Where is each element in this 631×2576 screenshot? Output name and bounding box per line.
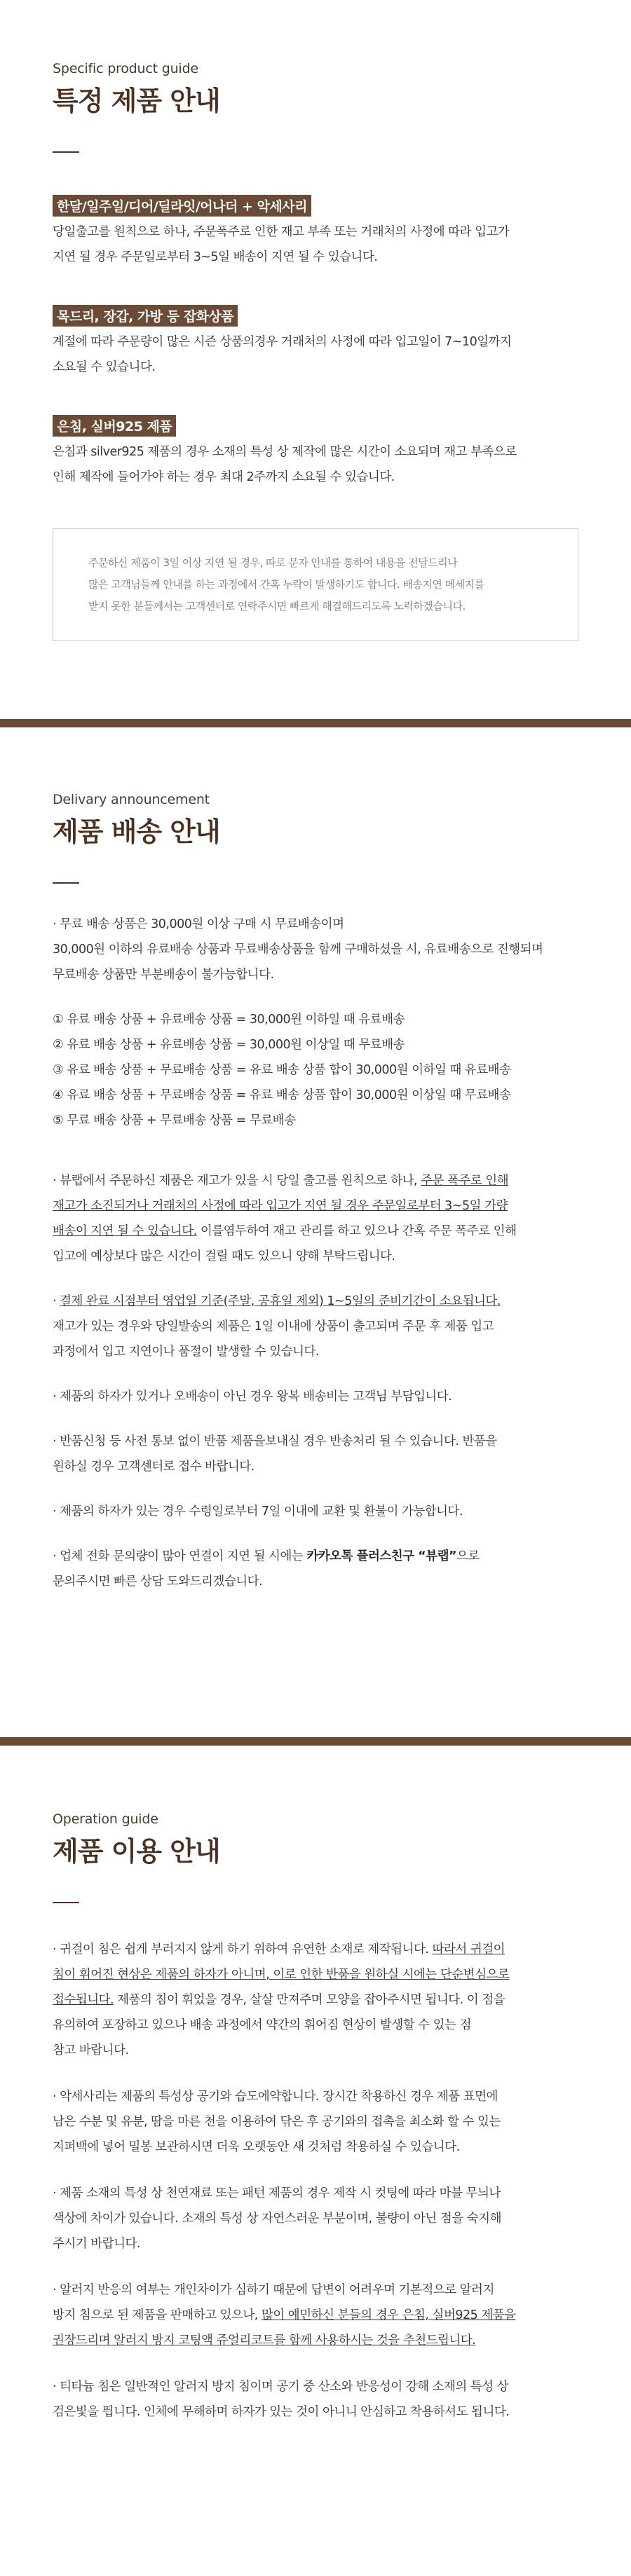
title-underline: [53, 151, 79, 153]
text-line: [53, 1544, 578, 1569]
shipping-paragraph: [53, 1384, 578, 1409]
shipping-cases-list: [53, 1007, 578, 1133]
text-line: 남은 수분 및 유분, 땀을 마른 천을 이용하여 닦은 후 공기와의 접촉을 최소화 할 수 있는: [53, 2115, 501, 2129]
text-line: · 제품의 하자가 있거나 오배송이 아닌 경우 왕복 배송비는 고객님 부담입니다.: [53, 1390, 452, 1404]
title-underline: [53, 882, 79, 884]
text-span: 제품의 침이 휘었을 경우, 살살 만져주며 모양을 잡아주시면 됩니다. 이 점을: [114, 1993, 506, 2007]
underlined-text: 침이 휘어진 현상은 제품의 하자가 아니며, 이로 인한 반품을 원하실 시에는 단순변심으로: [53, 1968, 510, 1982]
section-eyebrow: Specific product guide: [53, 61, 198, 76]
underlined-text: 결제 완료 시점부터 영업일 기준(주말, 공휴일 제외) 1~5일의 준비기간이 소요됩니다.: [60, 1294, 501, 1308]
usage-paragraph: [53, 2181, 578, 2256]
text-line: 소요될 수 있습니다.: [53, 360, 156, 374]
text-line: 지퍼백에 넣어 밀봉 보관하시면 더욱 오랫동안 새 것처럼 착용하실 수 있습니다.: [53, 2140, 460, 2154]
text-line: [53, 1219, 578, 1244]
text-line: · 알러지 반응의 여부는 개인차이가 심하기 때문에 답변이 어려우며 기본적으로 알러지: [53, 2283, 494, 2297]
text-line: 인해 제작에 들어가야 하는 경우 최대 2주까지 소요될 수 있습니다.: [53, 470, 395, 484]
text-line: · 악세사리는 제품의 특성상 공기와 습도에약합니다. 장시간 착용하신 경우 제품 표면에: [53, 2090, 498, 2104]
product-desc: [53, 329, 578, 380]
text-line: 은침과 silver925 제품의 경우 소재의 특성 상 제작에 많은 시간이 소요되며 재고 부족으로: [53, 445, 517, 459]
text-line: [53, 2303, 578, 2328]
product-desc: [53, 439, 578, 490]
text-line: 재고가 있는 경우와 당일발송의 제품은 1일 이내에 상품이 출고되며 주문 후 제품 입고: [53, 1320, 494, 1334]
text-line: 무료배송 상품만 부분배송이 불가능합니다.: [53, 968, 274, 982]
underlined-text: 배송이 지연 될 수 있습니다.: [53, 1224, 197, 1238]
specific-product-section: [0, 61, 631, 641]
list-item: ① 유료 배송 상품 + 유료배송 상품 = 30,000원 이하일 때 유료배송: [53, 1013, 405, 1027]
section-eyebrow: Delivary announcement: [53, 792, 210, 807]
free-shipping-intro: [53, 912, 578, 987]
list-item: ② 유료 배송 상품 + 유료배송 상품 = 30,000원 이상일 때 무료배송: [53, 1038, 405, 1052]
list-item: ③ 유료 배송 상품 + 무료배송 상품 = 유료 배송 상품 합이 30,000원 이하일 때 유료배송: [53, 1063, 511, 1077]
delay-notice-box: [53, 528, 578, 641]
underlined-text: 많이 예민하신 분들의 경우 은침, 실버925 제품을: [261, 2308, 516, 2322]
text-line: 30,000원 이하의 유료배송 상품과 무료배송상품을 함께 구매하셨을 시, 유료배송으로 진행되며: [53, 943, 543, 957]
product-desc: [53, 219, 578, 270]
section-title: 제품 배송 안내: [53, 816, 220, 847]
text-span: · 업체 전화 문의량이 많아 연결이 지연 될 시에는: [53, 1549, 307, 1563]
underlined-text: 따라서 귀걸이: [432, 1943, 506, 1957]
text-line: · 반품신청 등 사전 통보 없이 반품 제품을보내실 경우 반송처리 될 수 있습니다. 반품을: [53, 1434, 497, 1448]
underlined-text: 접수됩니다.: [53, 1993, 114, 2007]
text-line: [53, 1289, 578, 1314]
text-line: 많은 고객님들께 안내를 하는 과정에서 간혹 누락이 발생하기도 합니다. 배송지연 메세지를: [88, 578, 484, 591]
section-eyebrow: Operation guide: [53, 1811, 158, 1827]
text-line: 받지 못한 분들께서는 고객센터로 연락주시면 빠르게 해결해드리도록 노력하겠습니다.: [88, 600, 466, 612]
text-line: 지연 될 경우 주문일로부터 3~5일 배송이 지연 될 수 있습니다.: [53, 250, 378, 264]
text-line: 참고 바랍니다.: [53, 2043, 129, 2057]
section-title: 특정 제품 안내: [53, 85, 220, 116]
shipping-paragraph: [53, 1168, 578, 1269]
text-line: [53, 1987, 578, 2013]
text-line: · 무료 배송 상품은 30,000원 이상 구매 시 무료배송이며: [53, 917, 344, 931]
usage-paragraph: [53, 1937, 578, 2063]
list-item: ④ 유료 배송 상품 + 무료배송 상품 = 유료 배송 상품 합이 30,000원 이상일 때 무료배송: [53, 1088, 511, 1102]
title-underline: [53, 1902, 79, 1903]
usage-paragraph: [53, 2084, 578, 2160]
text-line: [53, 1937, 578, 1962]
underlined-text: 권장드리며 알러지 방지 코팅액 쥬얼리코트를 함께 사용하시는 것을 추천드립니다.: [53, 2334, 476, 2348]
text-line: 당일출고를 원칙으로 하나, 주문폭주로 인한 재고 부족 또는 거래처의 사정에 따라 입고가: [53, 225, 510, 239]
text-line: 입고에 예상보다 많은 시간이 걸릴 때도 있으니 양해 부탁드립니다.: [53, 1249, 395, 1263]
product-tag: 은침, 실버925 제품: [53, 415, 176, 437]
shipping-paragraph: [53, 1544, 578, 1594]
text-line: · 티타늄 침은 일반적인 알러지 방지 침이며 공기 중 산소와 반응성이 강해 소재의 특성 상: [53, 2380, 509, 2394]
text-line: 원하실 경우 고객센터로 접수 바랍니다.: [53, 1460, 255, 1474]
text-line: [53, 1168, 578, 1193]
product-tag: 한달/일주일/디어/딜라잇/어나더 + 악세사리: [53, 195, 311, 217]
product-block: [53, 305, 578, 380]
shipping-paragraph: [53, 1289, 578, 1364]
text-line: · 제품 소재의 특성 상 천연재료 또는 패턴 제품의 경우 제작 시 컷팅에 따라 마블 무늬나: [53, 2186, 501, 2200]
underlined-text: 주문 폭주로 인해: [421, 1174, 509, 1188]
usage-paragraph: [53, 2277, 578, 2353]
product-block: [53, 195, 578, 270]
text-line: 검은빛을 띕니다. 인체에 무해하며 하자가 있는 것이 아니니 안심하고 착용하셔도 됩니다.: [53, 2405, 510, 2419]
operation-section: [0, 1811, 631, 2425]
underlined-text: 재고가 소진되거나 거래처의 사정에 따라 입고가 지연 될 경우 주문일로부터 3~5일 가량: [53, 1199, 508, 1213]
text-line: 계절에 따라 주문량이 많은 시즌 상품의경우 거래처의 사정에 따라 입고일이 7~10일까지: [53, 335, 512, 349]
delivery-section: [0, 792, 631, 1594]
kakao-plus-friend-text: 카카오톡 플러스친구 “뷰랩”: [306, 1549, 456, 1563]
section-title: 제품 이용 안내: [53, 1836, 220, 1867]
text-span: · 뷰랩에서 주문하신 제품은 재고가 있을 시 당일 출고를 원칙으로 하나,: [53, 1174, 421, 1188]
text-line: 색상에 차이가 있습니다. 소재의 특성 상 자연스러운 부분이며, 불량이 아닌 점을 숙지해: [53, 2212, 501, 2226]
text-line: 과정에서 입고 지연이나 품절이 발생할 수 있습니다.: [53, 1345, 319, 1359]
text-span: 방지 침으로 된 제품을 판매하고 있으나,: [53, 2308, 262, 2322]
text-line: 유의하여 포장하고 있으나 배송 과정에서 약간의 휘어짐 현상이 발생할 수 있는 점: [53, 2018, 472, 2032]
text-line: 문의주시면 빠른 상담 도와드리겠습니다.: [53, 1575, 263, 1589]
text-line: 주시기 바랍니다.: [53, 2237, 140, 2251]
text-span: ·: [53, 1294, 60, 1308]
usage-paragraph: [53, 2374, 578, 2425]
shipping-paragraph: [53, 1499, 578, 1524]
section-divider: [0, 1737, 631, 1746]
product-tag: 목드리, 장갑, 가방 등 잡화상품: [53, 305, 238, 327]
text-span: 이를염두하여 재고 관리를 하고 있으나 간혹 주문 폭주로 인해: [196, 1224, 517, 1238]
text-span: · 귀걸이 침은 쉽게 부러지지 않게 하기 위하여 유연한 소재로 제작됩니다.: [53, 1943, 433, 1957]
text-line: · 제품의 하자가 있는 경우 수령일로부터 7일 이내에 교환 및 환불이 가능합니다.: [53, 1505, 463, 1519]
shipping-paragraph: [53, 1429, 578, 1479]
section-divider: [0, 719, 631, 727]
text-line: 주문하신 제품이 3일 이상 지연 될 경우, 따로 문자 안내를 통하여 내용을 전달드리나: [88, 556, 458, 569]
text-span: 으로: [456, 1549, 480, 1563]
product-block: [53, 415, 578, 490]
list-item: ⑤ 무료 배송 상품 + 무료배송 상품 = 무료배송: [53, 1114, 296, 1128]
